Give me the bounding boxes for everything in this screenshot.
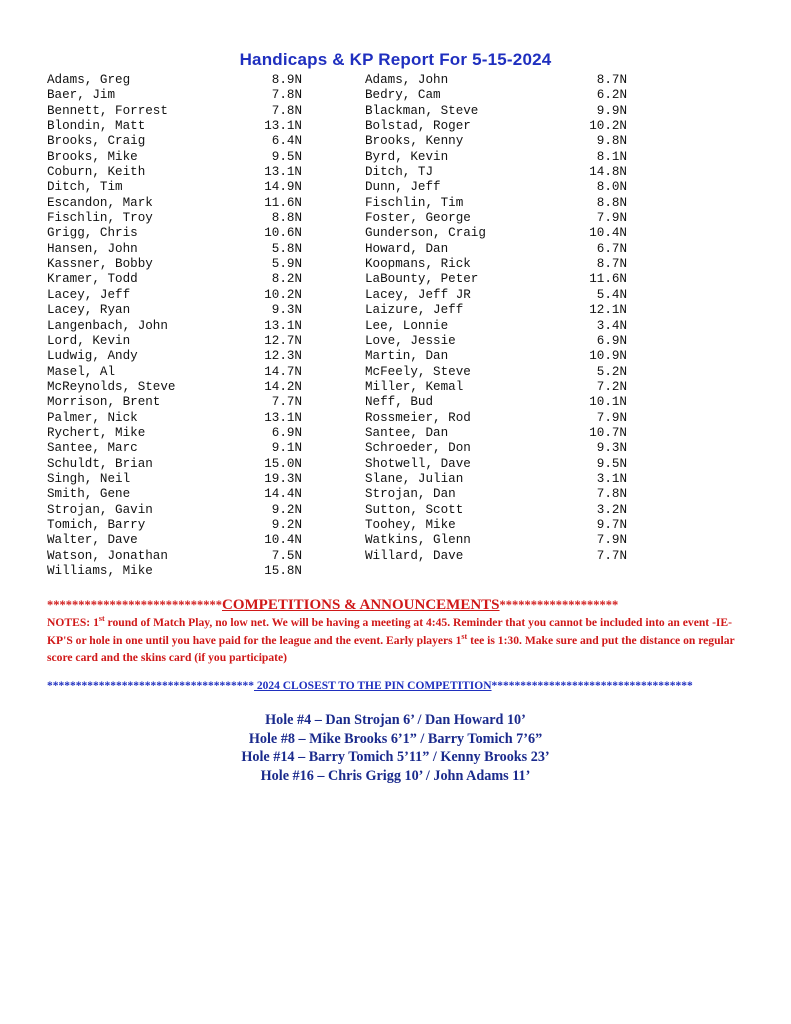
player-row — [365, 426, 627, 441]
player-name: Kramer, Todd — [47, 272, 138, 287]
player-name: Ditch, TJ — [365, 165, 434, 180]
player-name: Blackman, Steve — [365, 103, 479, 118]
player-row — [365, 441, 627, 456]
player-handicap: 19.3N — [264, 471, 302, 486]
player-handicap: 7.8N — [271, 88, 302, 103]
notes-text: tee is 1:30. Make sure and put the distance on regular score card and the skins card (if you participate) — [47, 633, 735, 664]
player-row — [365, 518, 627, 533]
kp-hole-result: Hole #14 – Barry Tomich 5’11” / Kenny Brooks 23’ — [241, 749, 550, 765]
player-handicap: 10.4N — [264, 533, 302, 548]
player-row — [365, 150, 627, 165]
player-handicap: 12.3N — [264, 349, 302, 364]
player-handicap: 6.9N — [271, 425, 302, 440]
player-name: Brooks, Mike — [47, 149, 138, 164]
player-name: Grigg, Chris — [47, 226, 138, 241]
player-handicap: 5.9N — [271, 257, 302, 272]
kp-hole-result: Hole #16 – Chris Grigg 10’ / John Adams 11’ — [260, 767, 531, 784]
player-name: Rossmeier, Rod — [365, 410, 471, 425]
player-name: Bolstad, Roger — [365, 119, 471, 134]
player-row — [47, 242, 302, 257]
player-name: Slane, Julian — [365, 471, 464, 486]
player-name: Smith, Gene — [47, 487, 131, 502]
kp-hole-result: Hole #4 – Dan Strojan 6’ / Dan Howard 10’ — [265, 712, 526, 728]
player-handicap: 8.7N — [596, 257, 627, 272]
player-name: Langenbach, John — [47, 318, 168, 333]
player-handicap: 7.9N — [596, 410, 627, 425]
player-row — [365, 211, 627, 226]
player-handicap: 9.3N — [271, 303, 302, 318]
player-row — [365, 503, 627, 518]
kp-competition-title: 2024 CLOSEST TO THE PIN COMPETITION — [254, 680, 492, 692]
player-name: McFeely, Steve — [365, 364, 471, 379]
player-handicap: 9.7N — [596, 517, 627, 532]
player-name: Watkins, Glenn — [365, 533, 471, 548]
player-name: Kassner, Bobby — [47, 257, 153, 272]
player-name: Bedry, Cam — [365, 88, 441, 103]
player-name: Watson, Jonathan — [47, 548, 168, 563]
player-name: Morrison, Brent — [47, 395, 161, 410]
player-row — [47, 426, 302, 441]
player-handicap: 6.9N — [596, 333, 627, 348]
player-handicap: 13.1N — [264, 119, 302, 134]
player-row — [365, 380, 627, 395]
player-row — [47, 334, 302, 349]
player-handicap: 7.5N — [271, 548, 302, 563]
player-name: Williams, Mike — [47, 564, 153, 578]
player-handicap: 7.9N — [596, 211, 627, 226]
handicap-list-right — [365, 73, 627, 564]
player-row — [47, 211, 302, 226]
player-row — [47, 272, 302, 287]
player-handicap: 8.7N — [596, 73, 627, 87]
player-handicap: 7.8N — [271, 103, 302, 118]
player-name: Lacey, Jeff JR — [365, 287, 471, 302]
player-row — [47, 134, 302, 149]
player-row — [365, 73, 627, 88]
player-row — [365, 272, 627, 287]
player-name: Fischlin, Troy — [47, 211, 153, 226]
stars-divider: ************************************ — [47, 680, 254, 692]
player-handicap: 15.8N — [264, 564, 302, 578]
player-row — [365, 533, 627, 548]
player-name: Neff, Bud — [365, 395, 434, 410]
player-row — [47, 518, 302, 533]
player-handicap: 13.1N — [264, 165, 302, 180]
player-handicap: 14.8N — [589, 165, 627, 180]
player-handicap: 9.2N — [271, 517, 302, 532]
player-handicap: 10.7N — [589, 425, 627, 440]
player-row — [47, 487, 302, 502]
player-row — [365, 180, 627, 195]
player-name: Baer, Jim — [47, 88, 116, 103]
player-row — [365, 288, 627, 303]
player-name: Schroeder, Don — [365, 441, 471, 456]
player-row — [47, 165, 302, 180]
player-row — [47, 226, 302, 241]
player-handicap: 7.2N — [596, 379, 627, 394]
player-row — [47, 564, 302, 579]
player-name: McReynolds, Steve — [47, 379, 176, 394]
notes-superscript: st — [98, 614, 105, 624]
player-name: Miller, Kemal — [365, 379, 464, 394]
player-handicap: 3.4N — [596, 318, 627, 333]
player-name: Masel, Al — [47, 364, 116, 379]
player-name: Escandon, Mark — [47, 195, 153, 210]
player-name: Fischlin, Tim — [365, 195, 464, 210]
player-handicap: 8.0N — [596, 180, 627, 195]
player-row — [365, 549, 627, 564]
player-handicap: 13.1N — [264, 410, 302, 425]
player-name: Love, Jessie — [365, 333, 456, 348]
player-name: Santee, Marc — [47, 441, 138, 456]
player-row — [47, 180, 302, 195]
player-name: Ludwig, Andy — [47, 349, 138, 364]
player-handicap: 14.4N — [264, 487, 302, 502]
player-handicap: 10.2N — [589, 119, 627, 134]
player-row — [365, 134, 627, 149]
player-name: Adams, Greg — [47, 73, 131, 87]
player-handicap: 10.4N — [589, 226, 627, 241]
player-row — [365, 226, 627, 241]
player-name: Brooks, Craig — [47, 134, 146, 149]
player-row — [47, 395, 302, 410]
player-name: Shotwell, Dave — [365, 456, 471, 471]
competitions-header — [47, 597, 747, 614]
player-name: Hansen, John — [47, 241, 138, 256]
player-row — [365, 165, 627, 180]
player-name: LaBounty, Peter — [365, 272, 479, 287]
player-handicap: 14.9N — [264, 180, 302, 195]
player-row — [47, 88, 302, 103]
player-row — [47, 441, 302, 456]
player-handicap: 10.2N — [264, 287, 302, 302]
player-name: Palmer, Nick — [47, 410, 138, 425]
player-handicap: 9.1N — [271, 441, 302, 456]
player-handicap: 6.2N — [596, 88, 627, 103]
handicap-list-left — [47, 73, 302, 579]
player-handicap: 12.7N — [264, 333, 302, 348]
player-handicap: 6.7N — [596, 241, 627, 256]
player-row — [47, 349, 302, 364]
player-row — [365, 349, 627, 364]
player-handicap: 13.1N — [264, 318, 302, 333]
player-name: Brooks, Kenny — [365, 134, 464, 149]
player-row — [47, 457, 302, 472]
competitions-title: COMPETITIONS & ANNOUNCEMENTS — [222, 597, 500, 613]
player-row — [47, 303, 302, 318]
player-handicap: 12.1N — [589, 303, 627, 318]
player-row — [47, 104, 302, 119]
player-handicap: 7.7N — [596, 548, 627, 563]
player-name: Tomich, Barry — [47, 517, 146, 532]
player-row — [365, 104, 627, 119]
kp-results — [0, 711, 791, 785]
player-name: Toohey, Mike — [365, 517, 456, 532]
player-handicap: 8.8N — [596, 195, 627, 210]
notes-text: round of Match Play, no low net. We will be having a meeting at 4:45. Reminder that you cannot be included into an event -IE- KP'S or hole in one until you have paid for the league and the event. Early players 1 — [47, 616, 733, 647]
player-name: Strojan, Dan — [365, 487, 456, 502]
player-name: Foster, George — [365, 211, 471, 226]
player-row — [47, 411, 302, 426]
player-row — [365, 196, 627, 211]
player-handicap: 9.5N — [596, 456, 627, 471]
player-row — [47, 73, 302, 88]
kp-competition-header — [47, 680, 747, 692]
player-handicap: 9.9N — [596, 103, 627, 118]
player-row — [365, 119, 627, 134]
player-row — [365, 411, 627, 426]
player-name: Rychert, Mike — [47, 425, 146, 440]
stars-divider: **************************** — [47, 598, 222, 612]
notes-paragraph — [47, 614, 747, 667]
player-row — [47, 503, 302, 518]
player-name: Adams, John — [365, 73, 449, 87]
player-row — [47, 257, 302, 272]
player-handicap: 3.1N — [596, 471, 627, 486]
player-name: Lee, Lonnie — [365, 318, 449, 333]
player-handicap: 9.5N — [271, 149, 302, 164]
player-row — [365, 365, 627, 380]
player-row — [365, 88, 627, 103]
player-handicap: 5.2N — [596, 364, 627, 379]
player-handicap: 10.1N — [589, 395, 627, 410]
player-handicap: 15.0N — [264, 456, 302, 471]
player-name: Singh, Neil — [47, 471, 131, 486]
player-row — [47, 319, 302, 334]
player-handicap: 14.7N — [264, 364, 302, 379]
player-name: Lacey, Jeff — [47, 287, 131, 302]
player-name: Bennett, Forrest — [47, 103, 168, 118]
player-row — [47, 380, 302, 395]
player-row — [365, 487, 627, 502]
player-handicap: 10.6N — [264, 226, 302, 241]
player-row — [47, 472, 302, 487]
player-name: Coburn, Keith — [47, 165, 146, 180]
player-handicap: 10.9N — [589, 349, 627, 364]
player-handicap: 5.8N — [271, 241, 302, 256]
player-name: Lord, Kevin — [47, 333, 131, 348]
player-row — [365, 319, 627, 334]
notes-superscript: st — [461, 631, 468, 641]
player-name: Dunn, Jeff — [365, 180, 441, 195]
player-handicap: 9.2N — [271, 502, 302, 517]
player-handicap: 9.3N — [596, 441, 627, 456]
player-name: Blondin, Matt — [47, 119, 146, 134]
player-handicap: 11.6N — [589, 272, 627, 287]
player-row — [47, 288, 302, 303]
player-handicap: 6.4N — [271, 134, 302, 149]
player-row — [365, 303, 627, 318]
player-name: Ditch, Tim — [47, 180, 123, 195]
player-name: Laizure, Jeff — [365, 303, 464, 318]
player-name: Sutton, Scott — [365, 502, 464, 517]
player-row — [47, 196, 302, 211]
player-handicap: 5.4N — [596, 287, 627, 302]
player-handicap: 14.2N — [264, 379, 302, 394]
player-handicap: 8.1N — [596, 149, 627, 164]
player-name: Martin, Dan — [365, 349, 449, 364]
player-handicap: 7.7N — [271, 395, 302, 410]
player-row — [365, 457, 627, 472]
player-name: Strojan, Gavin — [47, 502, 153, 517]
player-name: Lacey, Ryan — [47, 303, 131, 318]
player-row — [47, 365, 302, 380]
player-row — [47, 533, 302, 548]
player-name: Gunderson, Craig — [365, 226, 486, 241]
player-name: Howard, Dan — [365, 241, 449, 256]
notes-text: NOTES: 1 — [47, 616, 99, 629]
player-row — [47, 119, 302, 134]
player-row — [365, 472, 627, 487]
stars-divider: *********************************** — [491, 680, 693, 692]
player-name: Koopmans, Rick — [365, 257, 471, 272]
player-handicap: 8.9N — [271, 73, 302, 87]
player-name: Willard, Dave — [365, 548, 464, 563]
player-name: Walter, Dave — [47, 533, 138, 548]
stars-divider: ******************* — [499, 598, 619, 612]
player-handicap: 3.2N — [596, 502, 627, 517]
player-row — [365, 334, 627, 349]
player-handicap: 8.8N — [271, 211, 302, 226]
kp-hole-result: Hole #8 – Mike Brooks 6’1” / Barry Tomich 7’6” — [248, 730, 543, 747]
player-handicap: 8.2N — [271, 272, 302, 287]
player-row — [47, 150, 302, 165]
player-row — [365, 242, 627, 257]
player-name: Schuldt, Brian — [47, 456, 153, 471]
player-handicap: 9.8N — [596, 134, 627, 149]
player-name: Santee, Dan — [365, 425, 449, 440]
player-row — [47, 549, 302, 564]
player-row — [365, 395, 627, 410]
player-handicap: 7.9N — [596, 533, 627, 548]
player-handicap: 11.6N — [264, 195, 302, 210]
page-title: Handicaps & KP Report For 5-15-2024 — [239, 50, 552, 69]
player-handicap: 7.8N — [596, 487, 627, 502]
player-name: Byrd, Kevin — [365, 149, 449, 164]
player-row — [365, 257, 627, 272]
